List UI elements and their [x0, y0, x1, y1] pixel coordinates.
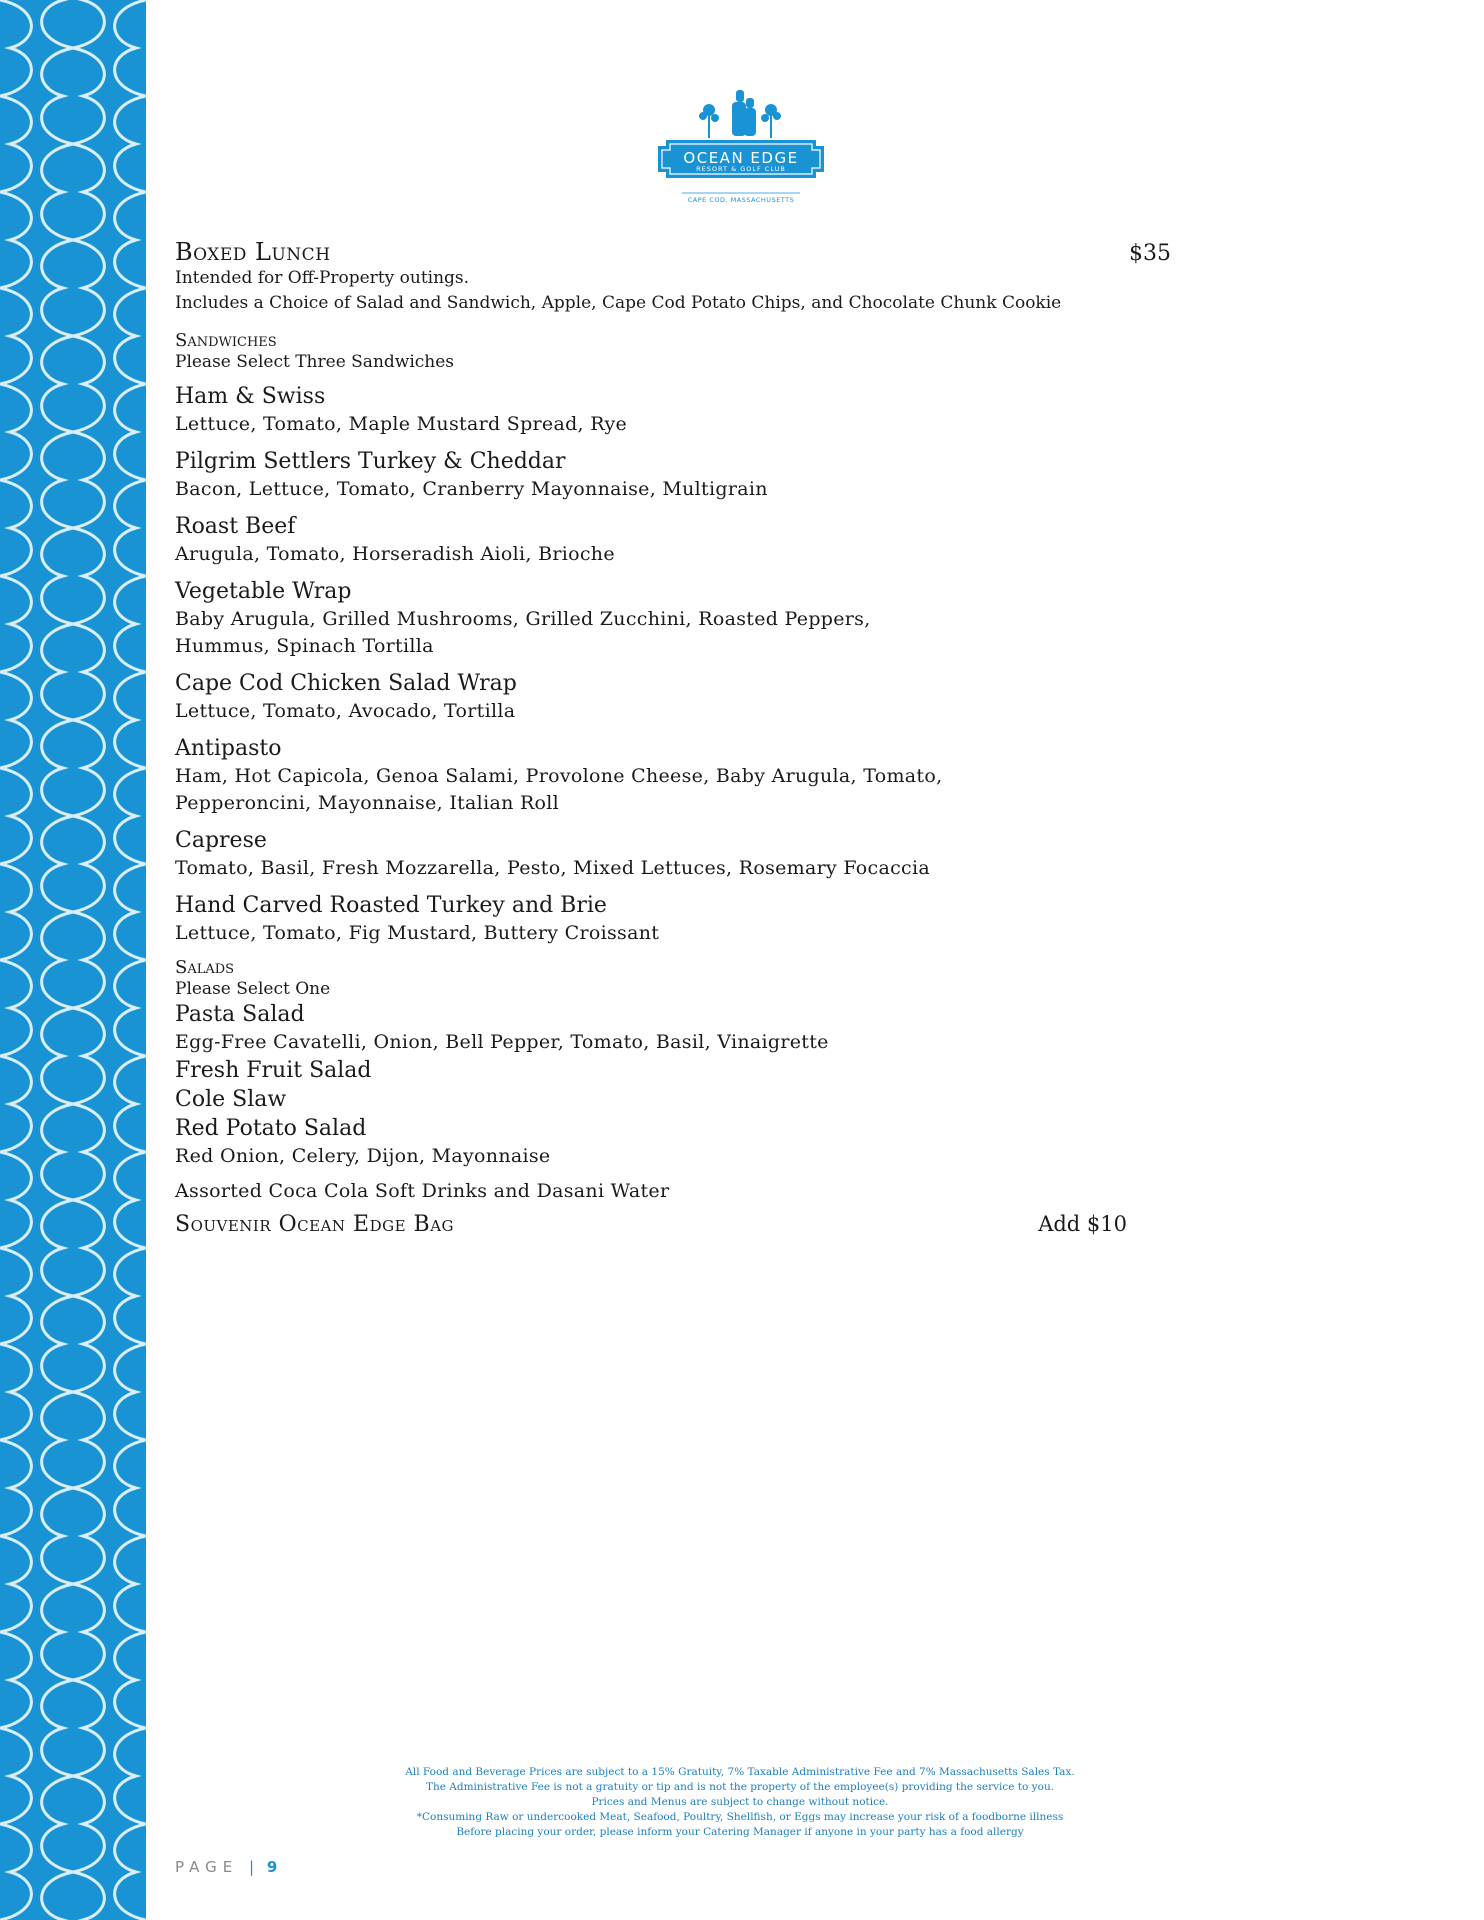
intro-line-1: Intended for Off-Property outings. [175, 268, 470, 288]
boxed-lunch-header [175, 238, 1171, 266]
salad-name: Cole Slaw [175, 1087, 287, 1112]
sandwich-name: Caprese [175, 828, 267, 853]
addon-title: Souvenir Ocean Edge Bag [175, 1212, 455, 1237]
addon-price: Add $10 [1038, 1212, 1127, 1236]
sandwich-desc: Lettuce, Tomato, Fig Mustard, Buttery Croissant [175, 922, 660, 944]
souvenir-bag-addon [175, 1212, 1127, 1237]
sandwich-list [175, 383, 1175, 947]
sandwiches-heading: Sandwiches [175, 330, 277, 351]
salad-name: Fresh Fruit Salad [175, 1058, 372, 1083]
sandwiches-instruction: Please Select Three Sandwiches [175, 352, 455, 372]
sandwich-name: Roast Beef [175, 514, 296, 539]
logo-name: OCEAN EDGE [683, 149, 799, 167]
sandwich-name: Hand Carved Roasted Turkey and Brie [175, 893, 607, 918]
sandwich-name: Pilgrim Settlers Turkey & Cheddar [175, 449, 566, 474]
footer-line: The Administrative Fee is not a gratuity or tip and is not the property of the employee(s) providing the service to you. [425, 1781, 1055, 1793]
sandwich-name: Cape Cod Chicken Salad Wrap [175, 671, 517, 696]
menu-content [175, 238, 1175, 1237]
salad-list [175, 1000, 1175, 1170]
footer-line: *Consuming Raw or undercooked Meat, Seafood, Poultry, Shellfish, or Eggs may increase your risk of a foodborne illness [416, 1811, 1064, 1823]
page-label: PAGE [175, 1858, 239, 1876]
page-number-value: 9 [266, 1858, 278, 1876]
logo-tagline: RESORT & GOLF CLUB [696, 165, 786, 173]
sandwich-desc: Baby Arugula, Grilled Mushrooms, Grilled Zucchini, Roasted Peppers, [175, 608, 871, 630]
footer-line: Before placing your order, please inform your Catering Manager if anyone in your party has a food allergy [456, 1826, 1024, 1838]
menu-price: $35 [1129, 241, 1171, 266]
sandwich-item [175, 578, 1175, 660]
sandwich-desc: Lettuce, Tomato, Avocado, Tortilla [175, 700, 516, 722]
sandwich-name: Vegetable Wrap [175, 579, 352, 604]
sandwich-desc: Tomato, Basil, Fresh Mozzarella, Pesto, Mixed Lettuces, Rosemary Focaccia [175, 857, 931, 879]
sandwich-desc: Ham, Hot Capicola, Genoa Salami, Provolone Cheese, Baby Arugula, Tomato, [175, 765, 943, 787]
quatrefoil-pattern [0, 0, 146, 1920]
drinks-line: Assorted Coca Cola Soft Drinks and Dasani Water [175, 1180, 670, 1202]
logo-figures-icon [699, 90, 781, 138]
sandwich-item [175, 827, 1175, 882]
sandwich-item [175, 735, 1175, 817]
pricing-footer [380, 1765, 1100, 1840]
footer-line: All Food and Beverage Prices are subject to a 15% Gratuity, 7% Taxable Administrative Fee and 7% Massachusetts Sales Tax. [405, 1766, 1075, 1778]
sandwich-item [175, 513, 1175, 568]
sandwich-desc: Lettuce, Tomato, Maple Mustard Spread, Rye [175, 413, 628, 435]
sandwich-item [175, 383, 1175, 438]
decorative-pattern-band [0, 0, 146, 1920]
salad-desc: Egg-Free Cavatelli, Onion, Bell Pepper, Tomato, Basil, Vinaigrette [175, 1031, 829, 1053]
salad-name: Pasta Salad [175, 1002, 305, 1027]
intro-line-2: Includes a Choice of Salad and Sandwich, Apple, Cape Cod Potato Chips, and Chocolate Chunk Cookie [175, 293, 1062, 313]
page-separator: | [248, 1858, 257, 1876]
footer-line: Prices and Menus are subject to change without notice. [591, 1796, 889, 1808]
logo-location: CAPE COD, MASSACHUSETTS [687, 196, 795, 204]
sandwich-desc: Hummus, Spinach Tortilla [175, 635, 434, 657]
sandwich-desc: Arugula, Tomato, Horseradish Aioli, Brioche [175, 543, 615, 565]
ocean-edge-logo [652, 84, 830, 210]
sandwich-item [175, 448, 1175, 503]
salads-instruction: Please Select One [175, 979, 331, 999]
menu-title: Boxed Lunch [175, 238, 331, 266]
sandwich-desc: Pepperoncini, Mayonnaise, Italian Roll [175, 792, 560, 814]
page-number [175, 1858, 277, 1876]
sandwich-item [175, 892, 1175, 947]
sandwich-name: Ham & Swiss [175, 384, 326, 409]
salads-heading: Salads [175, 957, 235, 978]
sandwich-name: Antipasto [175, 736, 282, 761]
sandwich-desc: Bacon, Lettuce, Tomato, Cranberry Mayonnaise, Multigrain [175, 478, 768, 500]
salad-desc: Red Onion, Celery, Dijon, Mayonnaise [175, 1145, 551, 1167]
salad-name: Red Potato Salad [175, 1116, 367, 1141]
sandwich-item [175, 670, 1175, 725]
